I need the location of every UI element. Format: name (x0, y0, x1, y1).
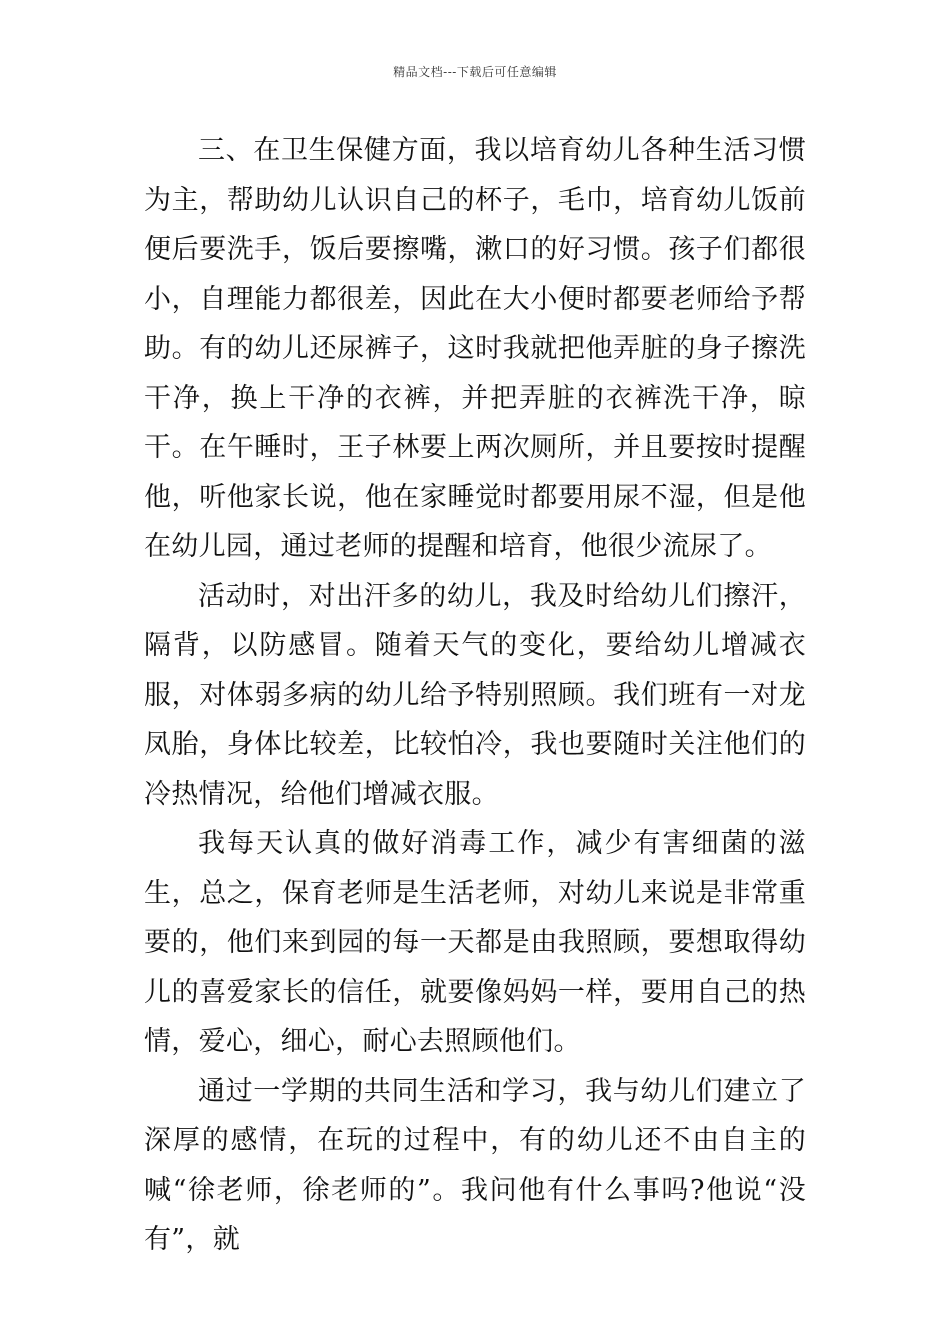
paragraph-hygiene: 三、在卫生保健方面，我以培育幼儿各种生活习惯为主，帮助幼儿认识自己的杯子，毛巾，培育幼儿饭前便后要洗手，饭后要擦嘴，漱口的好习惯。孩子们都很小，自理能力都很差，因此在大小便时都要老师给予帮助。有的幼儿还尿裤子，这时我就把他弄脏的身子擦洗干净，换上干净的衣裤，并把弄脏的衣裤洗干净，晾干。在午睡时，王子林要上两次厕所，并且要按时提醒他，听他家长说，他在家睡觉时都要用尿不湿，但是他在幼儿园，通过老师的提醒和培育，他很少流尿了。 (144, 135, 806, 562)
paragraph-disinfection: 我每天认真的做好消毒工作，减少有害细菌的滋生，总之，保育老师是生活老师，对幼儿来说是非常重要的，他们来到园的每一天都是由我照顾，要想取得幼儿的喜爱家长的信任，就要像妈妈一样，要用自己的热情，爱心，细心，耐心去照顾他们。 (144, 828, 806, 1057)
document-body (144, 126, 806, 1265)
paragraph-activity: 活动时，对出汗多的幼儿，我及时给幼儿们擦汗，隔背，以防感冒。随着天气的变化，要给幼儿增减衣服，对体弱多病的幼儿给予特别照顾。我们班有一对龙凤胎，身体比较差，比较怕冷，我也要随时关注他们的冷热情况，给他们增减衣服。 (144, 580, 806, 810)
page-header: 精品文档---下载后可任意编辑 (393, 65, 557, 79)
paragraph-semester: 通过一学期的共同生活和学习，我与幼儿们建立了深厚的感情，在玩的过程中，有的幼儿还不由自主的喊“徐老师，徐老师的”。我问他有什么事吗?他说“没有”，就 (144, 1075, 806, 1255)
